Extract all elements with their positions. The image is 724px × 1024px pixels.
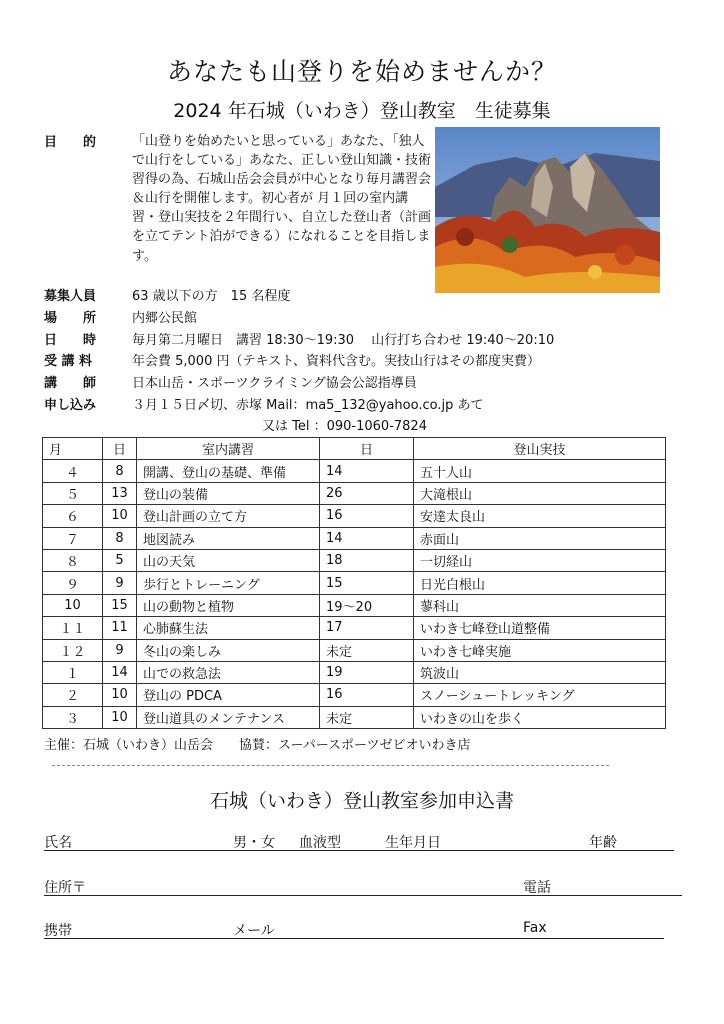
cell-climb-day: 26: [320, 482, 414, 504]
place-value: 内郷公民館: [132, 311, 198, 326]
header-indoor: 室内講習: [137, 438, 320, 460]
table-row: [43, 594, 666, 616]
cell-month: １１: [43, 617, 103, 639]
cell-climb: いわき七峰実施: [414, 639, 666, 661]
cell-month: ２: [43, 684, 103, 706]
age-label: 年齢: [589, 835, 617, 851]
phone-label: 電話: [523, 880, 551, 896]
cut-line: [52, 765, 609, 766]
instructor-value: 日本山岳・スポーツクライミング協会公認指導員: [132, 376, 417, 391]
table-row: [43, 482, 666, 504]
sponsor-text: 主催：石城（いわき）山岳会 協賛：スーパースポーツゼビオいわき店: [44, 738, 471, 753]
cell-month: ４: [43, 460, 103, 482]
place-label: 場 所: [44, 311, 97, 326]
cell-indoor: 地図読み: [137, 527, 320, 549]
address-line[interactable]: [44, 895, 682, 896]
table-row: [43, 505, 666, 527]
header-month: 月: [43, 438, 103, 460]
cell-day: 11: [103, 617, 137, 639]
cell-day: 15: [103, 594, 137, 616]
table-row: [43, 661, 666, 683]
cell-indoor: 冬山の楽しみ: [137, 639, 320, 661]
cell-indoor: 登山の PDCA: [137, 684, 320, 706]
cell-month: ５: [43, 482, 103, 504]
cell-climb: 大滝根山: [414, 482, 666, 504]
cell-day: 9: [103, 572, 137, 594]
cell-climb: 安達太良山: [414, 505, 666, 527]
cell-month: 10: [43, 594, 103, 616]
header-climb-day: 日: [320, 438, 414, 460]
table-row: [43, 572, 666, 594]
form-title: 石城（いわき）登山教室参加申込書: [209, 790, 514, 812]
name-line[interactable]: [44, 850, 674, 851]
recruit-value: 63 歳以下の方 15 名程度: [132, 289, 291, 304]
cell-climb: 赤面山: [414, 527, 666, 549]
cell-month: １: [43, 661, 103, 683]
cell-indoor: 山の天気: [137, 549, 320, 571]
page-title: あなたも山登りを始めませんか？: [166, 57, 557, 86]
cell-indoor: 山での救急法: [137, 661, 320, 683]
cell-climb: スノーシュートレッキング: [414, 684, 666, 706]
fax-label: Fax: [523, 920, 547, 936]
page-subtitle: 2024 年石城（いわき）登山教室 生徒募集: [173, 100, 551, 122]
cell-indoor: 登山の装備: [137, 482, 320, 504]
table-row: [43, 527, 666, 549]
cell-day: 8: [103, 460, 137, 482]
cell-climb: 一切経山: [414, 549, 666, 571]
cell-month: ３: [43, 706, 103, 728]
apply-label: 申し込み: [44, 398, 97, 413]
cell-climb-day: 14: [320, 527, 414, 549]
cell-climb: 蓼科山: [414, 594, 666, 616]
cell-climb: いわきの山を歩く: [414, 706, 666, 728]
blood-label: 血液型: [299, 835, 341, 851]
table-row: [43, 549, 666, 571]
table-row: [43, 706, 666, 728]
recruit-label: 募集人員: [44, 289, 97, 304]
datetime-label: 日 時: [44, 333, 97, 348]
cell-indoor: 開講、登山の基礎、準備: [137, 460, 320, 482]
cell-day: 10: [103, 684, 137, 706]
cell-day: 10: [103, 505, 137, 527]
table-row: [43, 460, 666, 482]
fee-value: 年会費 5,000 円（テキスト、資料代含む。実技山行はその都度実費）: [132, 354, 541, 369]
table-row: [43, 639, 666, 661]
cell-indoor: 登山計画の立て方: [137, 505, 320, 527]
cell-climb-day: 18: [320, 549, 414, 571]
cell-day: 5: [103, 549, 137, 571]
apply-value: ３月１５日〆切、赤塚 Mail：ma5_132@yahoo.co.jp あて: [132, 398, 484, 413]
header-day: 日: [103, 438, 137, 460]
cell-climb: 五十人山: [414, 460, 666, 482]
cell-month: １２: [43, 639, 103, 661]
table-row: [43, 684, 666, 706]
cell-climb-day: 未定: [320, 639, 414, 661]
cell-climb-day: 19～20: [320, 594, 414, 616]
datetime-value: 毎月第二月曜日 講習 18:30～19:30 山行打ち合わせ 19:40～20:10: [132, 333, 555, 348]
cell-climb-day: 14: [320, 460, 414, 482]
purpose-text: 「山登りを始めたいと思っている」あなた、「独人で山行をしている」あなた、正しい登山知識・技術習得の為、石城山岳会会員が中心となり毎月講習会＆山行を開催します。初心者が 月１回の室内講習・登山実技を２年間行い、自立した登山者（計画を立てテント泊ができる）になれることを目指します。: [132, 134, 432, 264]
name-label: 氏名: [44, 835, 72, 851]
mail-label: メール: [233, 923, 275, 939]
cell-indoor: 歩行とトレーニング: [137, 572, 320, 594]
cell-climb-day: 15: [320, 572, 414, 594]
apply-tel: 又は Tel ：090-1060-7824: [262, 419, 427, 434]
cell-month: ６: [43, 505, 103, 527]
cell-climb-day: 19: [320, 661, 414, 683]
schedule-table: [42, 437, 666, 729]
cell-climb-day: 未定: [320, 706, 414, 728]
cell-day: 14: [103, 661, 137, 683]
gender-label[interactable]: 男・女: [233, 835, 275, 851]
cell-climb: 筑波山: [414, 661, 666, 683]
cell-day: 13: [103, 482, 137, 504]
cell-day: 9: [103, 639, 137, 661]
cell-climb-day: 16: [320, 505, 414, 527]
cell-month: ８: [43, 549, 103, 571]
cell-indoor: 山の動物と植物: [137, 594, 320, 616]
mobile-label: 携帯: [44, 923, 72, 939]
header-climb: 登山実技: [414, 438, 666, 460]
instructor-label: 講 師: [44, 376, 97, 391]
cell-indoor: 心肺蘇生法: [137, 617, 320, 639]
cell-day: 10: [103, 706, 137, 728]
cell-climb-day: 16: [320, 684, 414, 706]
purpose-label: 目 的: [44, 135, 97, 150]
cell-day: 8: [103, 527, 137, 549]
table-row: [43, 617, 666, 639]
cell-climb: いわき七峰登山道整備: [414, 617, 666, 639]
cell-climb: 日光白根山: [414, 572, 666, 594]
cell-month: ７: [43, 527, 103, 549]
birthday-label: 生年月日: [385, 835, 441, 851]
fee-label: 受 講 料: [44, 354, 93, 369]
mountain-autumn-photo: [435, 127, 660, 293]
cell-climb-day: 17: [320, 617, 414, 639]
cell-indoor: 登山道具のメンテナンス: [137, 706, 320, 728]
mobile-line[interactable]: [44, 938, 664, 939]
address-label: 住所〒: [44, 880, 86, 896]
cell-month: ９: [43, 572, 103, 594]
schedule-header-row: [43, 438, 666, 460]
